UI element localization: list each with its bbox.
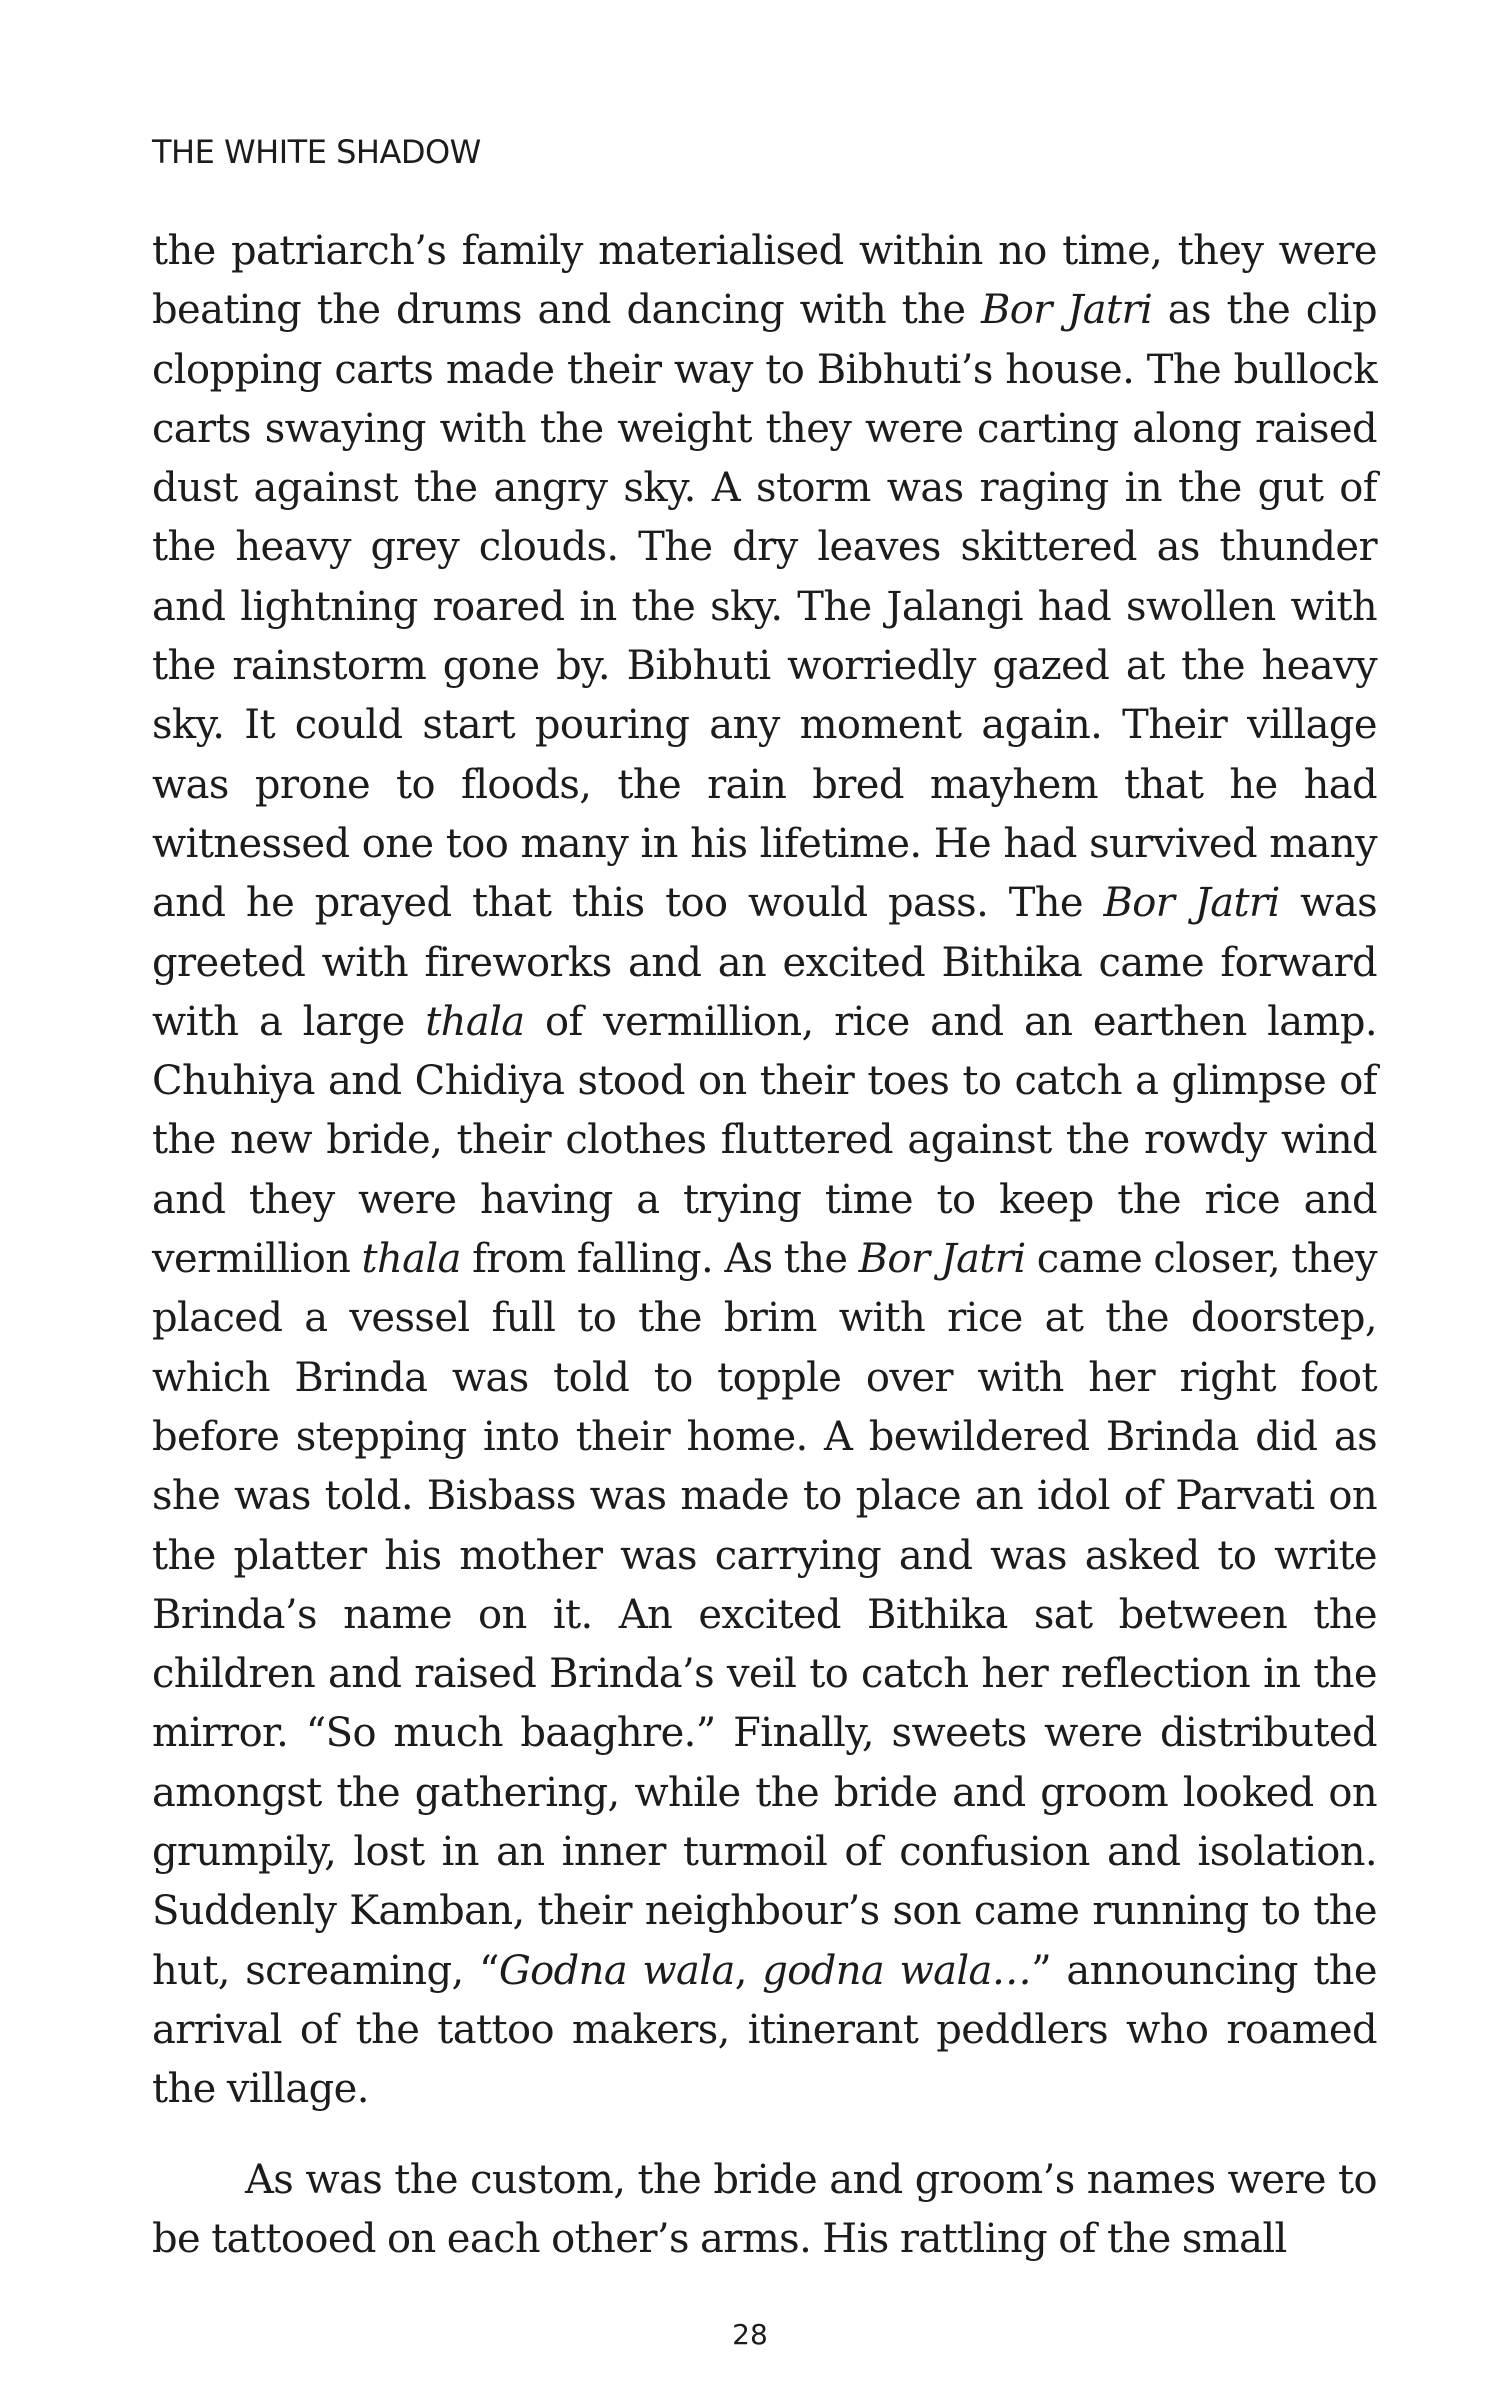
- italic-term: Bor Jatri: [980, 287, 1153, 334]
- italic-term: Bor Jatri: [1103, 880, 1280, 927]
- text-run: ” announcing the arrival of the tattoo makers, itinerant peddlers who roamed the village.: [152, 1947, 1377, 2113]
- text-run: came closer, they placed a vessel full to the brim with rice at the doorstep, which Brinda was told to topple over with her right foot before stepping into their home. A bewildered Brinda did as she was told. Bisbass was made to place an idol of Parvati on the platter his mother was carrying and was asked to write Brinda’s name on it. An excited Bithika sat between the children and raised Brinda’s veil to catch her reflection in the mirror. “So much baaghre.” Finally, sweets were distributed amongst the gathering, while the bride and groom looked on grumpily, lost in an inner turmoil of confusion and isolation. Suddenly Kamban, their neighbour’s son came running to the hut, screaming, “: [152, 1236, 1377, 1994]
- text-run: as the clip clopping carts made their way to Bibhuti’s house. The bullock carts swaying with the weight they were carting along raised dust against the angry sky. A storm was raging in the gut of the heavy grey clouds. The dry leaves skittered as thunder and lightning roared in the sky. The Jalangi had swollen with the rainstorm gone by. Bibhuti worriedly gazed at the heavy sky. It could start pouring any moment again. Their village was prone to floods, the rain bred mayhem that he had witnessed one too many in his lifetime. He had survived many and he prayed that this too would pass. The: [152, 287, 1377, 927]
- body-text: [152, 222, 1377, 2269]
- paragraph: [152, 222, 1377, 2120]
- text-run: ,: [734, 1947, 763, 1994]
- page-number: 28: [732, 2318, 768, 2351]
- text-run: was greeted with fireworks and an excited Bithika came forward with a large: [152, 880, 1377, 1045]
- italic-term: godna wala…: [762, 1947, 1032, 1994]
- italic-term: thala: [361, 1236, 461, 1283]
- text-run: from falling. As the: [460, 1236, 859, 1283]
- running-head: THE WHITE SHADOW: [152, 133, 481, 171]
- text-run: of vermillion, rice and an earthen lamp. Chuhiya and Chidiya stood on their toes to catch a glimpse of the new bride, their clothes fluttered against the rowdy wind and they were having a trying time to keep the rice and vermillion: [152, 998, 1377, 1283]
- paragraph: [152, 2151, 1377, 2270]
- text-run: the patriarch’s family materialised within no time, they were beating the drums and dancing with the: [152, 228, 1377, 334]
- italic-term: Godna wala: [498, 1947, 735, 1994]
- text-run: As was the custom, the bride and groom’s names were to be tattooed on each other’s arms. His rattling of the small: [152, 2156, 1377, 2262]
- italic-term: Bor Jatri: [858, 1236, 1026, 1283]
- italic-term: thala: [425, 998, 525, 1045]
